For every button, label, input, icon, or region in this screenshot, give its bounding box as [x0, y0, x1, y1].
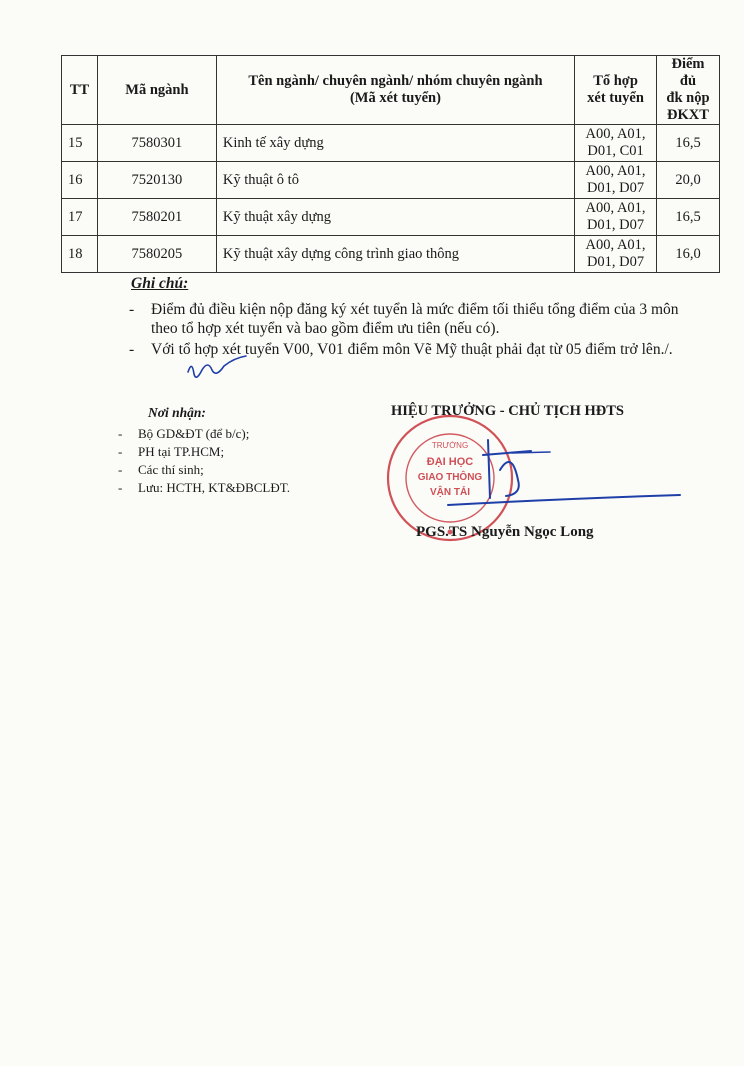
row-combo-line1: A00, A01,	[585, 237, 646, 253]
row-name: Kỹ thuật ô tô	[216, 162, 574, 199]
row-combo-line1: A00, A01,	[585, 200, 646, 216]
row-tt: 18	[62, 236, 98, 273]
recipient-text: Các thí sinh;	[138, 462, 204, 477]
recipient-bullet: -	[118, 426, 123, 441]
note-item	[129, 300, 699, 338]
row-tt: 17	[62, 199, 98, 236]
row-combo-line2: D01, C01	[587, 143, 644, 159]
row-name: Kinh tế xây dựng	[216, 125, 574, 162]
table-header-row	[62, 56, 720, 125]
row-combo	[575, 236, 657, 273]
recipient-text: Lưu: HCTH, KT&ĐBCLĐT.	[138, 480, 290, 495]
recipient-bullet: -	[118, 444, 123, 459]
table-row	[62, 236, 720, 273]
table-row	[62, 125, 720, 162]
header-score	[657, 56, 720, 125]
recipients-title: Nơi nhận:	[148, 405, 206, 420]
recipient-text: PH tại TP.HCM;	[138, 444, 225, 459]
row-code: 7580201	[97, 199, 216, 236]
note-bullet: -	[129, 341, 135, 358]
header-tt: TT	[62, 56, 98, 125]
stamp-line1: TRƯỜNG	[431, 441, 469, 450]
note-text: Điểm đủ điều kiện nộp đăng ký xét tuyển là mức điểm tối thiểu tổng điểm của 3 môn theo tổ hợp xét tuyển và bao gồm điểm ưu tiên (nếu có).	[151, 301, 679, 337]
row-combo	[575, 162, 657, 199]
header-code: Mã ngành	[97, 56, 216, 125]
row-tt: 16	[62, 162, 98, 199]
row-name: Kỹ thuật xây dựng	[216, 199, 574, 236]
note-text: Với tổ hợp xét tuyển V00, V01 điểm môn Vẽ Mỹ thuật phải đạt từ 05 điểm trở lên./.	[151, 341, 673, 358]
signature-title: HIỆU TRƯỞNG - CHỦ TỊCH HĐTS	[391, 403, 624, 419]
notes-section	[129, 274, 699, 361]
row-combo-line1: A00, A01,	[585, 163, 646, 179]
header-score-line3: ĐKXT	[667, 107, 709, 123]
header-combo	[575, 56, 657, 125]
row-score: 16,0	[657, 236, 720, 273]
header-score-line2: đk nộp	[666, 90, 710, 106]
stamp-line2: ĐẠI HỌC	[426, 456, 474, 468]
recipient-item	[118, 479, 290, 497]
row-score: 16,5	[657, 199, 720, 236]
row-code: 7520130	[97, 162, 216, 199]
recipient-bullet: -	[118, 462, 123, 477]
row-combo-line1: A00, A01,	[585, 126, 646, 142]
admission-score-table	[61, 55, 720, 273]
row-combo	[575, 125, 657, 162]
table-row	[62, 199, 720, 236]
row-combo-line2: D01, D07	[586, 254, 645, 270]
notes-title: Ghi chú:	[131, 275, 189, 292]
header-name-line2: (Mã xét tuyển)	[349, 90, 441, 106]
stamp-line3: GIAO THÔNG	[417, 472, 483, 483]
row-name: Kỹ thuật xây dựng công trình giao thông	[216, 236, 574, 273]
row-combo-line2: D01, D07	[586, 217, 645, 233]
note-bullet: -	[129, 301, 135, 318]
recipient-item	[118, 443, 290, 461]
header-score-line1: Điểm đủ	[671, 56, 705, 89]
recipient-item	[118, 425, 290, 443]
note-item	[129, 340, 699, 359]
header-combo-line1: Tổ hợp	[593, 73, 638, 89]
header-name-line1: Tên ngành/ chuyên ngành/ nhóm chuyên ngành	[248, 73, 543, 89]
header-name	[216, 56, 574, 125]
stamp-line4: VẬN TẢI	[430, 487, 470, 498]
row-combo	[575, 199, 657, 236]
row-score: 16,5	[657, 125, 720, 162]
header-combo-line2: xét tuyển	[587, 90, 644, 106]
recipient-bullet: -	[118, 480, 123, 495]
row-score: 20,0	[657, 162, 720, 199]
recipient-text: Bộ GD&ĐT (để b/c);	[138, 426, 250, 441]
table-row	[62, 162, 720, 199]
recipient-item	[118, 461, 290, 479]
row-code: 7580301	[97, 125, 216, 162]
row-combo-line2: D01, D07	[586, 180, 645, 196]
signer-name: PGS.TS Nguyễn Ngọc Long	[416, 524, 594, 540]
recipients-section	[118, 404, 290, 497]
row-tt: 15	[62, 125, 98, 162]
row-code: 7580205	[97, 236, 216, 273]
